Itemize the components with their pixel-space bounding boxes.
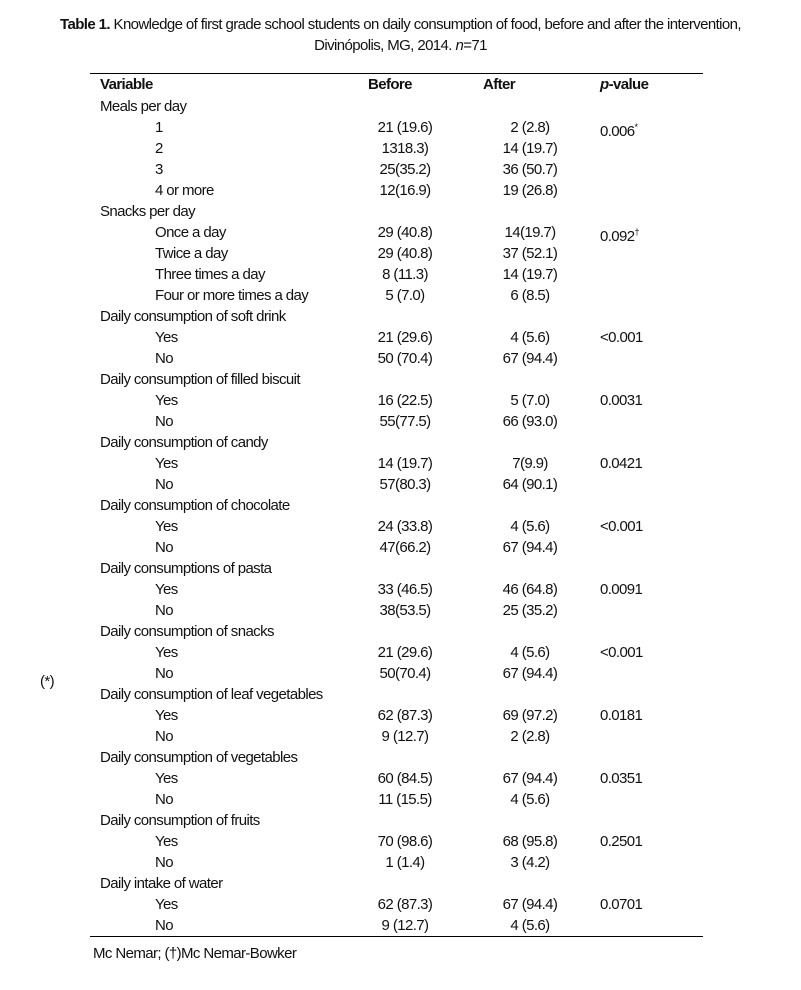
after-value: 4 (5.6) xyxy=(510,518,550,535)
before-value: 70 (98.6) xyxy=(377,833,433,850)
table-row xyxy=(90,411,703,432)
p-value-cell xyxy=(600,705,642,726)
group-label: Daily consumption of filled biscuit xyxy=(100,371,300,388)
table-row xyxy=(90,915,703,936)
before-value: 47(66.2) xyxy=(379,539,431,556)
group-label: Snacks per day xyxy=(100,203,195,220)
before-value: 50 (70.4) xyxy=(377,350,433,367)
row-label: No xyxy=(155,350,173,367)
row-label: 3 xyxy=(155,161,163,178)
table-row xyxy=(90,180,703,201)
header-p-italic: p xyxy=(600,76,609,93)
p-value-cell xyxy=(600,831,642,852)
after-value: 14 (19.7) xyxy=(502,266,558,283)
table-row xyxy=(90,894,703,915)
after-value: 67 (94.4) xyxy=(502,665,558,682)
after-value: 4 (5.6) xyxy=(510,791,550,808)
group-label: Daily consumption of soft drink xyxy=(100,308,286,325)
before-value: 62 (87.3) xyxy=(377,707,433,724)
table-row xyxy=(90,831,703,852)
before-value: 8 (11.3) xyxy=(382,266,428,283)
table-row xyxy=(90,453,703,474)
p-value: 0.0091 xyxy=(600,581,643,598)
after-value: 4 (5.6) xyxy=(510,329,550,346)
after-value: 64 (90.1) xyxy=(502,476,558,493)
group-label: Daily consumption of fruits xyxy=(100,812,260,829)
data-table xyxy=(90,73,703,937)
row-label: Three times a day xyxy=(155,266,265,283)
before-value: 1 (1.4) xyxy=(385,854,425,871)
after-value: 6 (8.5) xyxy=(510,287,550,304)
table-row xyxy=(90,705,703,726)
after-value: 66 (93.0) xyxy=(502,413,558,430)
group-row xyxy=(90,369,703,390)
row-label: No xyxy=(155,602,173,619)
before-value: 29 (40.8) xyxy=(377,245,433,262)
row-label: Yes xyxy=(155,896,178,913)
p-value-cell xyxy=(600,768,642,789)
p-value: 0.2501 xyxy=(600,833,643,850)
after-value: 46 (64.8) xyxy=(502,581,558,598)
row-label: Yes xyxy=(155,455,178,472)
row-label: 2 xyxy=(155,140,163,157)
p-value-cell xyxy=(600,390,642,411)
table-caption xyxy=(0,14,801,56)
row-label: No xyxy=(155,728,173,745)
caption-text: Knowledge of first grade school students on daily consumption of food, before and after the intervention, xyxy=(109,16,741,33)
p-value-cell xyxy=(600,453,642,474)
table-header xyxy=(90,74,703,96)
before-value: 62 (87.3) xyxy=(377,896,433,913)
group-row xyxy=(90,201,703,222)
table-row xyxy=(90,537,703,558)
row-label: No xyxy=(155,476,173,493)
after-value: 3 (4.2) xyxy=(510,854,550,871)
before-value: 33 (46.5) xyxy=(377,581,433,598)
before-value: 24 (33.8) xyxy=(377,518,433,535)
table-row xyxy=(90,789,703,810)
table-row xyxy=(90,579,703,600)
before-value: 12(16.9) xyxy=(379,182,431,199)
group-label: Daily consumption of leaf vegetables xyxy=(100,686,323,703)
table-row xyxy=(90,726,703,747)
header-after: After xyxy=(483,76,516,93)
p-value-cell xyxy=(600,327,643,348)
table-row xyxy=(90,663,703,684)
group-row xyxy=(90,684,703,705)
group-label: Daily consumption of vegetables xyxy=(100,749,298,766)
p-value: <0.001 xyxy=(600,644,643,661)
before-value: 21 (29.6) xyxy=(377,644,433,661)
after-value: 2 (2.8) xyxy=(510,119,550,136)
group-row xyxy=(90,96,703,117)
row-label: Once a day xyxy=(155,224,226,241)
p-value: 0.006 xyxy=(600,123,635,140)
after-value: 5 (7.0) xyxy=(510,392,550,409)
p-value-cell xyxy=(600,516,643,537)
p-value: 0.0031 xyxy=(600,392,643,409)
after-value: 67 (94.4) xyxy=(502,539,558,556)
after-value: 4 (5.6) xyxy=(510,917,550,934)
row-label: No xyxy=(155,791,173,808)
after-value: 67 (94.4) xyxy=(502,896,558,913)
before-value: 60 (84.5) xyxy=(377,770,433,787)
p-value: <0.001 xyxy=(600,518,643,535)
before-value: 57(80.3) xyxy=(379,476,431,493)
after-value: 14 (19.7) xyxy=(502,140,558,157)
row-label: Yes xyxy=(155,392,178,409)
table-row xyxy=(90,138,703,159)
group-label: Daily consumptions of pasta xyxy=(100,560,272,577)
row-label: No xyxy=(155,665,173,682)
table-row xyxy=(90,642,703,663)
before-value: 21 (29.6) xyxy=(377,329,433,346)
group-row xyxy=(90,747,703,768)
before-value: 9 (12.7) xyxy=(381,917,429,934)
table-row xyxy=(90,264,703,285)
p-value-mark: * xyxy=(634,122,638,132)
group-row xyxy=(90,621,703,642)
group-label: Daily consumption of chocolate xyxy=(100,497,290,514)
row-label: No xyxy=(155,917,173,934)
group-label: Daily consumption of candy xyxy=(100,434,268,451)
group-label: Daily consumption of snacks xyxy=(100,623,274,640)
row-label: Yes xyxy=(155,644,178,661)
row-label: Yes xyxy=(155,518,178,535)
after-value: 14(19.7) xyxy=(504,224,556,241)
before-value: 9 (12.7) xyxy=(381,728,429,745)
row-label: Yes xyxy=(155,707,178,724)
header-before: Before xyxy=(368,76,412,93)
table-row xyxy=(90,474,703,495)
before-value: 55(77.5) xyxy=(379,413,431,430)
header-p-value xyxy=(600,74,648,95)
after-value: 67 (94.4) xyxy=(502,770,558,787)
before-value: 11 (15.5) xyxy=(378,791,432,808)
group-row xyxy=(90,306,703,327)
table-label: Table 1. xyxy=(60,16,110,33)
row-label: 4 or more xyxy=(155,182,214,199)
table-body xyxy=(90,96,703,936)
p-value: 0.0351 xyxy=(600,770,643,787)
table-row xyxy=(90,600,703,621)
before-value: 21 (19.6) xyxy=(377,119,433,136)
after-value: 4 (5.6) xyxy=(510,644,550,661)
stray-footnote-marker: (*) xyxy=(40,673,55,690)
after-value: 67 (94.4) xyxy=(502,350,558,367)
table-row xyxy=(90,516,703,537)
row-label: No xyxy=(155,854,173,871)
table-footnote: Mc Nemar; (†)Mc Nemar-Bowker xyxy=(93,945,297,962)
table-row xyxy=(90,768,703,789)
group-row xyxy=(90,558,703,579)
before-value: 50(70.4) xyxy=(379,665,431,682)
group-label: Daily intake of water xyxy=(100,875,223,892)
row-label: Twice a day xyxy=(155,245,228,262)
row-label: 1 xyxy=(155,119,163,136)
after-value: 36 (50.7) xyxy=(502,161,558,178)
after-value: 19 (26.8) xyxy=(502,182,558,199)
table-row xyxy=(90,285,703,306)
table-row xyxy=(90,222,703,243)
table-row xyxy=(90,852,703,873)
p-value: 0.0701 xyxy=(600,896,643,913)
p-value: 0.0181 xyxy=(600,707,643,724)
header-p-rest: -value xyxy=(608,76,649,93)
table-row xyxy=(90,327,703,348)
p-value: 0.0421 xyxy=(600,455,643,472)
after-value: 7(9.9) xyxy=(512,455,548,472)
before-value: 25(35.2) xyxy=(379,161,431,178)
group-row xyxy=(90,495,703,516)
row-label: No xyxy=(155,539,173,556)
row-label: No xyxy=(155,413,173,430)
table-row xyxy=(90,117,703,138)
table-row xyxy=(90,159,703,180)
row-label: Yes xyxy=(155,770,178,787)
group-row xyxy=(90,810,703,831)
n-label: n xyxy=(455,37,464,54)
group-row xyxy=(90,873,703,894)
before-value: 14 (19.7) xyxy=(377,455,433,472)
table-row xyxy=(90,243,703,264)
group-row xyxy=(90,432,703,453)
row-label: Four or more times a day xyxy=(155,287,309,304)
before-value: 38(53.5) xyxy=(379,602,431,619)
after-value: 25 (35.2) xyxy=(502,602,558,619)
table-row xyxy=(90,348,703,369)
before-value: 16 (22.5) xyxy=(377,392,433,409)
group-label: Meals per day xyxy=(100,98,187,115)
before-value: 5 (7.0) xyxy=(385,287,425,304)
p-value: <0.001 xyxy=(600,329,643,346)
after-value: 37 (52.1) xyxy=(502,245,558,262)
before-value: 29 (40.8) xyxy=(377,224,433,241)
row-label: Yes xyxy=(155,833,178,850)
after-value: 69 (97.2) xyxy=(502,707,558,724)
n-value: =71 xyxy=(463,37,487,54)
before-value: 1318.3) xyxy=(381,140,429,157)
row-label: Yes xyxy=(155,329,178,346)
after-value: 2 (2.8) xyxy=(510,728,550,745)
p-value: 0.092 xyxy=(600,228,635,245)
after-value: 68 (95.8) xyxy=(502,833,558,850)
p-value-cell xyxy=(600,642,643,663)
row-label: Yes xyxy=(155,581,178,598)
table-row xyxy=(90,390,703,411)
p-value-cell xyxy=(600,894,642,915)
p-value-cell xyxy=(600,579,642,600)
caption-line2: Divinópolis, MG, 2014. xyxy=(314,37,456,54)
p-value-mark: † xyxy=(634,227,639,237)
header-variable: Variable xyxy=(100,76,153,93)
